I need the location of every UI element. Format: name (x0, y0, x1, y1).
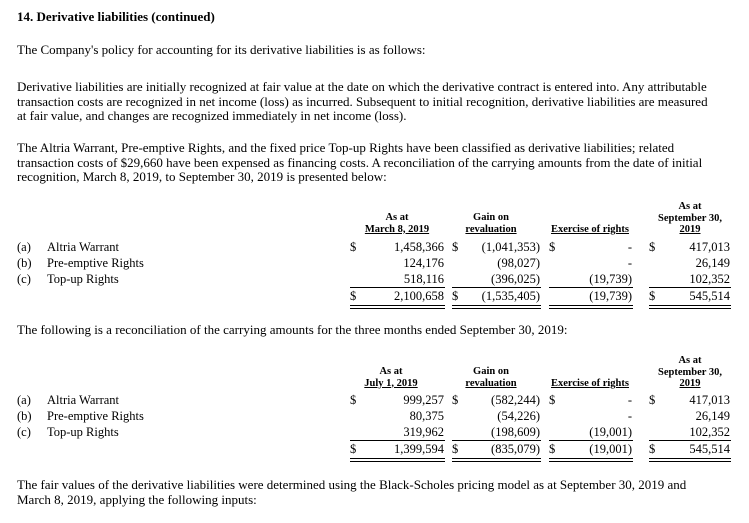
row-index: (c) (17, 425, 31, 439)
value-closing: 417,013 (689, 240, 730, 254)
currency-symbol: $ (350, 289, 357, 303)
header-gain-on-revaluation: Gain on revaluation (465, 366, 517, 389)
row-label: Altria Warrant (47, 393, 119, 407)
total-double-rule (549, 458, 633, 462)
policy-intro-paragraph: The Company's policy for accounting for its derivative liabilities is as follows: (17, 42, 426, 57)
currency-symbol: $ (549, 393, 556, 407)
total-closing: 545,514 (689, 289, 730, 303)
value-revaluation: (98,027) (497, 256, 540, 270)
currency-symbol: $ (649, 442, 656, 456)
value-closing: 102,352 (689, 425, 730, 439)
header-as-at-march: As at March 8, 2019 (364, 212, 430, 235)
subtotal-rule (350, 440, 445, 441)
total-exercise: (19,001) (589, 442, 632, 456)
row-label: Pre-emptive Rights (47, 409, 144, 423)
value-closing: 102,352 (689, 272, 730, 286)
currency-symbol: $ (649, 393, 656, 407)
value-opening: 999,257 (403, 393, 444, 407)
row-index: (b) (17, 256, 32, 270)
subtotal-rule (350, 287, 445, 288)
value-exercise: - (627, 393, 632, 407)
row-index: (a) (17, 240, 31, 254)
row-index: (c) (17, 272, 31, 286)
fair-value-paragraph: The fair values of the derivative liabilities were determined using the Black-Scholes pricing model as at September 30, 2019 and March 8, 2019, applying the following inputs: (17, 477, 687, 507)
currency-symbol: $ (452, 240, 459, 254)
header-as-at-july: As at July 1, 2019 (364, 366, 418, 389)
subtotal-rule (649, 287, 731, 288)
row-label: Top-up Rights (47, 425, 119, 439)
currency-symbol: $ (549, 442, 556, 456)
value-opening: 124,176 (403, 256, 444, 270)
total-closing: 545,514 (689, 442, 730, 456)
subtotal-rule (452, 440, 541, 441)
value-opening: 518,116 (403, 272, 444, 286)
currency-symbol: $ (649, 240, 656, 254)
value-opening: 80,375 (409, 409, 444, 423)
total-double-rule (649, 305, 731, 309)
total-exercise: (19,739) (589, 289, 632, 303)
value-revaluation: (198,609) (491, 425, 540, 439)
header-as-at-september: As at September 30, 2019 (658, 201, 722, 235)
row-label: Altria Warrant (47, 240, 119, 254)
row-index: (b) (17, 409, 32, 423)
total-double-rule (350, 458, 445, 462)
value-closing: 26,149 (695, 256, 730, 270)
value-exercise: (19,001) (589, 425, 632, 439)
value-exercise: (19,739) (589, 272, 632, 286)
value-revaluation: (1,041,353) (481, 240, 540, 254)
classification-paragraph: The Altria Warrant, Pre-emptive Rights, and the fixed price Top-up Rights have been classified as derivative liabilities; related transaction costs of $29,660 have been expensed as financing costs. A reconciliation of the carrying amounts from the date of initial recognition, March 8, 2019, to September 30, 2019 is presented below: (17, 140, 703, 184)
value-revaluation: (54,226) (497, 409, 540, 423)
total-revaluation: (835,079) (491, 442, 540, 456)
quarter-reconciliation-intro: The following is a reconciliation of the carrying amounts for the three months ended September 30, 2019: (17, 322, 568, 337)
total-double-rule (452, 458, 541, 462)
total-opening: 2,100,658 (394, 289, 444, 303)
value-exercise: - (627, 256, 632, 270)
total-double-rule (549, 305, 633, 309)
header-as-at-september: As at September 30, 2019 (658, 355, 722, 389)
currency-symbol: $ (452, 393, 459, 407)
total-opening: 1,399,594 (394, 442, 444, 456)
header-exercise-of-rights: Exercise of rights (551, 378, 629, 389)
header-gain-on-revaluation: Gain on revaluation (465, 212, 517, 235)
value-revaluation: (396,025) (491, 272, 540, 286)
value-closing: 417,013 (689, 393, 730, 407)
currency-symbol: $ (649, 289, 656, 303)
section-heading: 14. Derivative liabilities (continued) (17, 9, 215, 24)
row-label: Top-up Rights (47, 272, 119, 286)
subtotal-rule (549, 287, 633, 288)
subtotal-rule (452, 287, 541, 288)
value-opening: 1,458,366 (394, 240, 444, 254)
currency-symbol: $ (452, 442, 459, 456)
total-revaluation: (1,535,405) (481, 289, 540, 303)
currency-symbol: $ (350, 442, 357, 456)
total-double-rule (452, 305, 541, 309)
subtotal-rule (649, 440, 731, 441)
row-label: Pre-emptive Rights (47, 256, 144, 270)
total-double-rule (649, 458, 731, 462)
header-exercise-of-rights: Exercise of rights (551, 224, 629, 235)
recognition-paragraph: Derivative liabilities are initially recognized at fair value at the date on which the derivative contract is entered into. Any attributable transaction costs are recognized in net income (loss) as incurred. Subsequent to initial recognition, derivative liabilities are measured at fair value, and changes are recognized immediately in net income (loss). (17, 79, 708, 123)
row-index: (a) (17, 393, 31, 407)
value-closing: 26,149 (695, 409, 730, 423)
currency-symbol: $ (549, 240, 556, 254)
total-double-rule (350, 305, 445, 309)
value-opening: 319,962 (403, 425, 444, 439)
value-revaluation: (582,244) (491, 393, 540, 407)
value-exercise: - (627, 240, 632, 254)
currency-symbol: $ (350, 240, 357, 254)
value-exercise: - (627, 409, 632, 423)
subtotal-rule (549, 440, 633, 441)
currency-symbol: $ (452, 289, 459, 303)
currency-symbol: $ (350, 393, 357, 407)
